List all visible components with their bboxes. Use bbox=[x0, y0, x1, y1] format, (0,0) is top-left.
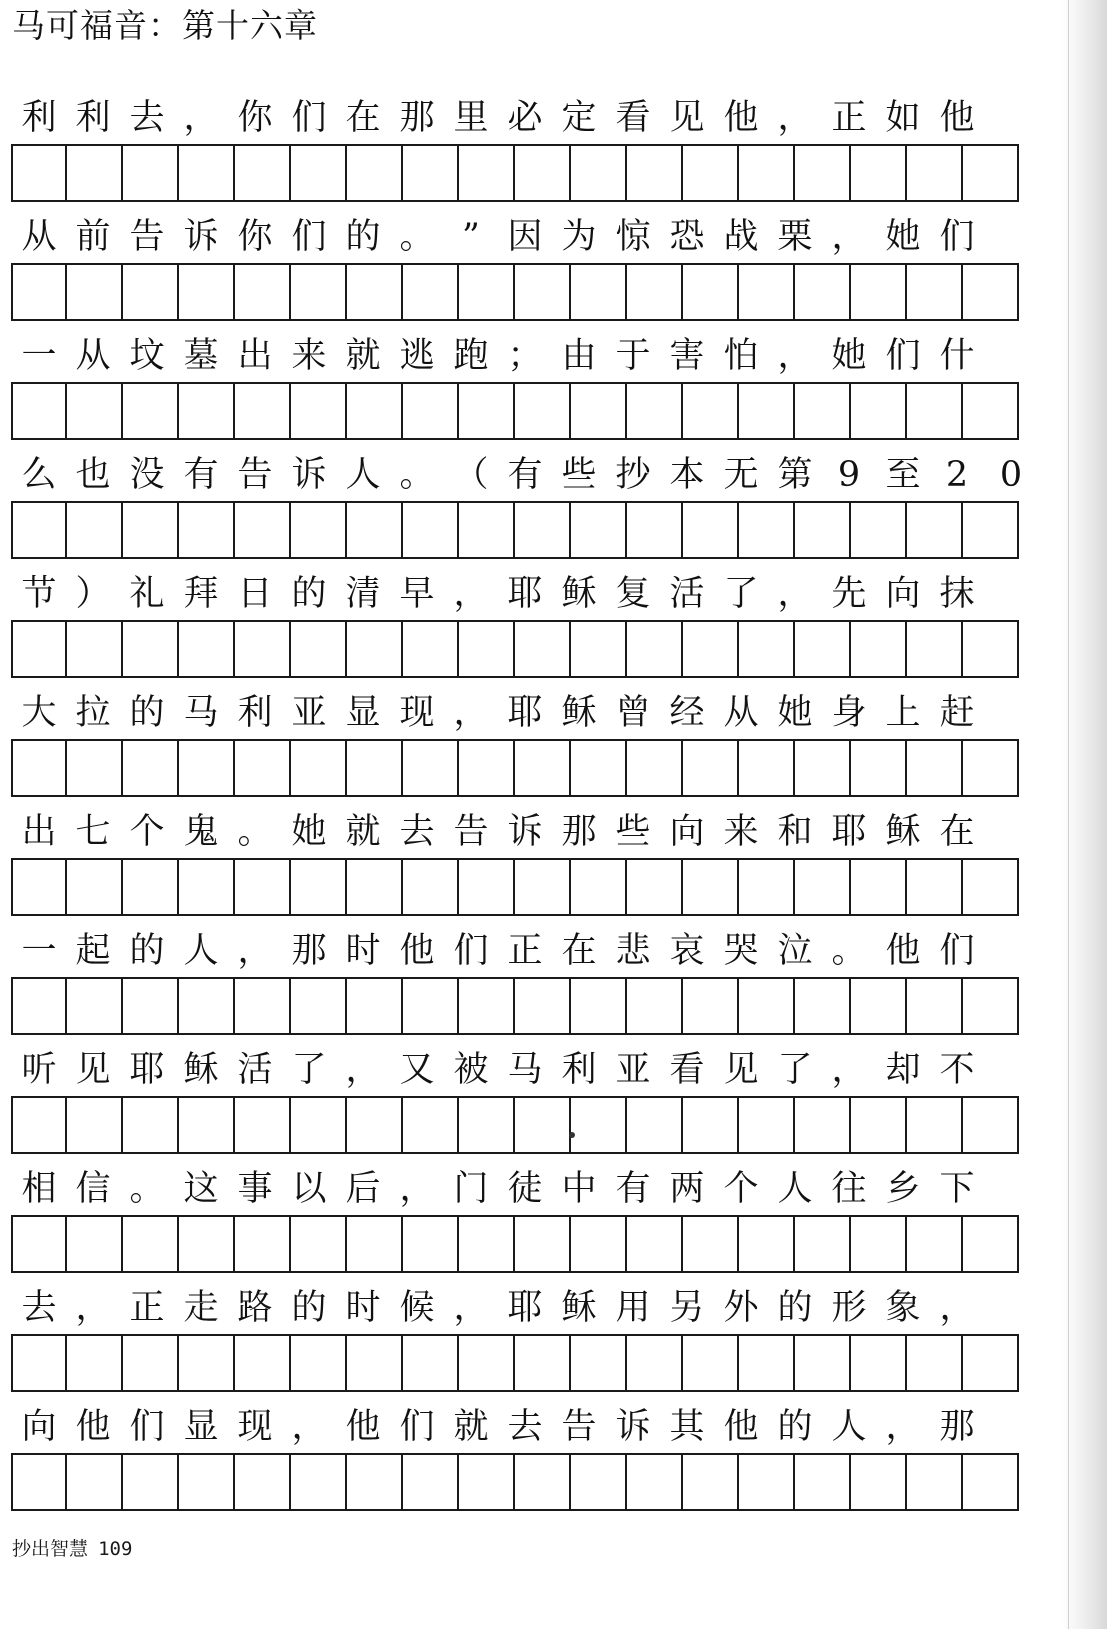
text-char: 徒 bbox=[507, 1169, 543, 1209]
text-line bbox=[12, 217, 1022, 257]
page-edge-shadow bbox=[1062, 0, 1107, 1629]
text-char: ， bbox=[939, 1288, 975, 1328]
text-char: ， bbox=[777, 98, 813, 138]
text-char: 不 bbox=[939, 1050, 975, 1090]
text-char: ， bbox=[183, 98, 219, 138]
text-char: 悲 bbox=[615, 931, 651, 971]
text-char: 曾 bbox=[615, 693, 651, 733]
text-char: 又 bbox=[399, 1050, 435, 1090]
text-char: 利 bbox=[21, 98, 57, 138]
text-char: 稣 bbox=[561, 1288, 597, 1328]
text-char: 去 bbox=[21, 1288, 57, 1328]
text-line bbox=[12, 336, 1022, 376]
text-char: 被 bbox=[453, 1050, 489, 1090]
text-char: 人 bbox=[345, 455, 381, 495]
text-char: 显 bbox=[345, 693, 381, 733]
text-char: 前 bbox=[75, 217, 111, 257]
text-char: 如 bbox=[885, 98, 921, 138]
text-char: 现 bbox=[237, 1407, 273, 1447]
text-char: 无 bbox=[723, 455, 759, 495]
text-char: 去 bbox=[399, 812, 435, 852]
text-char: 正 bbox=[831, 98, 867, 138]
text-char: 也 bbox=[75, 455, 111, 495]
text-char: 们 bbox=[399, 1407, 435, 1447]
text-char: 却 bbox=[885, 1050, 921, 1090]
text-char: 诉 bbox=[291, 455, 327, 495]
text-char: 诉 bbox=[183, 217, 219, 257]
text-char: 走 bbox=[183, 1288, 219, 1328]
writing-grid-row[interactable] bbox=[11, 1096, 1019, 1154]
text-char: 七 bbox=[75, 812, 111, 852]
text-char: 他 bbox=[885, 931, 921, 971]
text-char: 人 bbox=[831, 1407, 867, 1447]
text-char: 鬼 bbox=[183, 812, 219, 852]
text-char: 了 bbox=[291, 1050, 327, 1090]
text-char: 他 bbox=[723, 98, 759, 138]
text-char: 向 bbox=[885, 574, 921, 614]
text-char: 利 bbox=[237, 693, 273, 733]
text-char: 们 bbox=[885, 336, 921, 376]
ink-speck bbox=[569, 1132, 575, 1138]
text-char: 们 bbox=[129, 1407, 165, 1447]
text-char: 抄 bbox=[615, 455, 651, 495]
text-line bbox=[12, 812, 1022, 852]
text-char: 们 bbox=[291, 98, 327, 138]
text-char: 的 bbox=[291, 1288, 327, 1328]
text-char: 的 bbox=[291, 574, 327, 614]
writing-grid-row[interactable] bbox=[11, 858, 1019, 916]
text-char: 事 bbox=[237, 1169, 273, 1209]
text-char: ， bbox=[453, 574, 489, 614]
text-char: 那 bbox=[291, 931, 327, 971]
text-char: 栗 bbox=[777, 217, 813, 257]
text-char: 利 bbox=[561, 1050, 597, 1090]
text-char: 墓 bbox=[183, 336, 219, 376]
text-char: ， bbox=[453, 693, 489, 733]
text-char: 早 bbox=[399, 574, 435, 614]
text-char: 了 bbox=[723, 574, 759, 614]
text-char: ） bbox=[75, 574, 111, 614]
text-char: 由 bbox=[561, 336, 597, 376]
text-char: 礼 bbox=[129, 574, 165, 614]
text-char: 听 bbox=[21, 1050, 57, 1090]
text-line bbox=[12, 1288, 1022, 1328]
text-line bbox=[12, 693, 1022, 733]
text-char: 那 bbox=[399, 98, 435, 138]
text-char: 就 bbox=[453, 1407, 489, 1447]
text-char: ， bbox=[831, 1050, 867, 1090]
text-char: ， bbox=[291, 1407, 327, 1447]
text-char: 抹 bbox=[939, 574, 975, 614]
text-char: 利 bbox=[75, 98, 111, 138]
text-char: 先 bbox=[831, 574, 867, 614]
text-char: 向 bbox=[21, 1407, 57, 1447]
text-char: 诉 bbox=[507, 812, 543, 852]
text-char: 人 bbox=[777, 1169, 813, 1209]
text-char: 这 bbox=[183, 1169, 219, 1209]
writing-grid-row[interactable] bbox=[11, 1334, 1019, 1392]
text-char: 9 bbox=[837, 455, 861, 495]
text-char: ， bbox=[777, 336, 813, 376]
text-char: 去 bbox=[507, 1407, 543, 1447]
text-char: 一 bbox=[21, 336, 57, 376]
text-char: 在 bbox=[561, 931, 597, 971]
page-footer bbox=[12, 1536, 132, 1562]
text-char: 哭 bbox=[723, 931, 759, 971]
text-char: 0 bbox=[999, 455, 1023, 495]
text-char: 身 bbox=[831, 693, 867, 733]
text-char: 大 bbox=[21, 693, 57, 733]
text-char: 诉 bbox=[615, 1407, 651, 1447]
text-char: 人 bbox=[183, 931, 219, 971]
text-char: 见 bbox=[669, 98, 705, 138]
text-char: 拉 bbox=[75, 693, 111, 733]
text-char: 逃 bbox=[399, 336, 435, 376]
text-char: 稣 bbox=[561, 693, 597, 733]
text-char: 告 bbox=[453, 812, 489, 852]
text-char: 些 bbox=[561, 455, 597, 495]
text-char: 他 bbox=[345, 1407, 381, 1447]
text-char: 哀 bbox=[669, 931, 705, 971]
text-char: 。 bbox=[399, 217, 435, 257]
text-line bbox=[12, 1407, 1022, 1447]
text-char: 什 bbox=[939, 336, 975, 376]
text-char: 从 bbox=[75, 336, 111, 376]
text-line bbox=[12, 1169, 1022, 1209]
text-char: 耶 bbox=[507, 574, 543, 614]
text-char: 么 bbox=[21, 455, 57, 495]
text-char: ； bbox=[507, 336, 543, 376]
text-char: 。 bbox=[399, 455, 435, 495]
text-char: ， bbox=[777, 574, 813, 614]
text-char: 往 bbox=[831, 1169, 867, 1209]
text-char: ， bbox=[345, 1050, 381, 1090]
text-char: 外 bbox=[723, 1288, 759, 1328]
text-char: 去 bbox=[129, 98, 165, 138]
text-char: 起 bbox=[75, 931, 111, 971]
text-char: 耶 bbox=[129, 1050, 165, 1090]
text-char: 日 bbox=[237, 574, 273, 614]
text-char: 必 bbox=[507, 98, 543, 138]
text-char: 显 bbox=[183, 1407, 219, 1447]
text-char: 清 bbox=[345, 574, 381, 614]
text-char: 的 bbox=[129, 931, 165, 971]
text-char: 战 bbox=[723, 217, 759, 257]
text-char: 恐 bbox=[669, 217, 705, 257]
text-char: 来 bbox=[291, 336, 327, 376]
text-line bbox=[12, 1050, 1022, 1090]
text-char: 亚 bbox=[291, 693, 327, 733]
text-char: 她 bbox=[291, 812, 327, 852]
text-char: 节 bbox=[21, 574, 57, 614]
text-char: 在 bbox=[345, 98, 381, 138]
text-char: 现 bbox=[399, 693, 435, 733]
text-char: 的 bbox=[777, 1407, 813, 1447]
text-char: ， bbox=[399, 1169, 435, 1209]
text-char: 和 bbox=[777, 812, 813, 852]
text-char: 正 bbox=[507, 931, 543, 971]
text-line bbox=[12, 931, 1022, 971]
text-line bbox=[12, 455, 1022, 495]
writing-grid-row[interactable] bbox=[11, 144, 1019, 202]
text-char: 活 bbox=[237, 1050, 273, 1090]
text-char: 上 bbox=[885, 693, 921, 733]
page-title: 马可福音：第十六章 bbox=[12, 6, 318, 45]
text-char: 时 bbox=[345, 931, 381, 971]
text-char: 的 bbox=[129, 693, 165, 733]
text-char: 出 bbox=[237, 336, 273, 376]
text-char: ， bbox=[885, 1407, 921, 1447]
text-char: ， bbox=[453, 1288, 489, 1328]
text-char: ， bbox=[75, 1288, 111, 1328]
text-char: 里 bbox=[453, 98, 489, 138]
text-char: 亚 bbox=[615, 1050, 651, 1090]
text-char: 没 bbox=[129, 455, 165, 495]
text-char: 定 bbox=[561, 98, 597, 138]
text-char: 你 bbox=[237, 217, 273, 257]
text-char: 。 bbox=[831, 931, 867, 971]
text-char: 泣 bbox=[777, 931, 813, 971]
text-char: 乡 bbox=[885, 1169, 921, 1209]
text-char: 那 bbox=[939, 1407, 975, 1447]
text-char: 见 bbox=[75, 1050, 111, 1090]
text-char: 下 bbox=[939, 1169, 975, 1209]
text-char: 拜 bbox=[183, 574, 219, 614]
text-char: 两 bbox=[669, 1169, 705, 1209]
text-char: 活 bbox=[669, 574, 705, 614]
text-char: 形 bbox=[831, 1288, 867, 1328]
writing-grid-row[interactable] bbox=[11, 620, 1019, 678]
text-char: 有 bbox=[615, 1169, 651, 1209]
text-char: 看 bbox=[669, 1050, 705, 1090]
text-char: 耶 bbox=[507, 693, 543, 733]
text-char: 后 bbox=[345, 1169, 381, 1209]
text-char: 另 bbox=[669, 1288, 705, 1328]
text-char: 至 bbox=[885, 455, 921, 495]
text-char: ， bbox=[831, 217, 867, 257]
page-number: 109 bbox=[98, 1538, 133, 1560]
text-char: 告 bbox=[561, 1407, 597, 1447]
text-char: 们 bbox=[291, 217, 327, 257]
text-char: 害 bbox=[669, 336, 705, 376]
text-char: 有 bbox=[183, 455, 219, 495]
text-char: 他 bbox=[399, 931, 435, 971]
text-char: 你 bbox=[237, 98, 273, 138]
writing-grid-row[interactable] bbox=[11, 1215, 1019, 1273]
text-char: 第 bbox=[777, 455, 813, 495]
text-char: 候 bbox=[399, 1288, 435, 1328]
text-char: 为 bbox=[561, 217, 597, 257]
text-char: 于 bbox=[615, 336, 651, 376]
text-char: 来 bbox=[723, 812, 759, 852]
text-char: 坟 bbox=[129, 336, 165, 376]
text-char: 稣 bbox=[183, 1050, 219, 1090]
text-char: 其 bbox=[669, 1407, 705, 1447]
text-char: 有 bbox=[507, 455, 543, 495]
text-char: 马 bbox=[507, 1050, 543, 1090]
text-char: 从 bbox=[723, 693, 759, 733]
text-char: 象 bbox=[885, 1288, 921, 1328]
text-char: 耶 bbox=[507, 1288, 543, 1328]
text-char: 。 bbox=[237, 812, 273, 852]
text-char: 从 bbox=[21, 217, 57, 257]
text-char: 路 bbox=[237, 1288, 273, 1328]
text-char: 一 bbox=[21, 931, 57, 971]
writing-grid-row[interactable] bbox=[11, 977, 1019, 1035]
text-char: 惊 bbox=[615, 217, 651, 257]
text-char: 就 bbox=[345, 812, 381, 852]
text-char: 向 bbox=[669, 812, 705, 852]
text-char: 他 bbox=[723, 1407, 759, 1447]
text-char: 告 bbox=[237, 455, 273, 495]
text-line bbox=[12, 574, 1022, 614]
text-char: 个 bbox=[723, 1169, 759, 1209]
text-char: 怕 bbox=[723, 336, 759, 376]
text-char: 复 bbox=[615, 574, 651, 614]
text-char: 相 bbox=[21, 1169, 57, 1209]
text-char: 中 bbox=[561, 1169, 597, 1209]
text-char: 们 bbox=[453, 931, 489, 971]
text-char: 见 bbox=[723, 1050, 759, 1090]
text-char: 们 bbox=[939, 217, 975, 257]
text-char: 在 bbox=[939, 812, 975, 852]
text-char: 因 bbox=[507, 217, 543, 257]
text-char: 那 bbox=[561, 812, 597, 852]
writing-grid-row[interactable] bbox=[11, 263, 1019, 321]
writing-grid-row[interactable] bbox=[11, 501, 1019, 559]
text-char: 的 bbox=[777, 1288, 813, 1328]
footer-label: 抄出智慧 bbox=[12, 1538, 89, 1560]
text-char: 以 bbox=[291, 1169, 327, 1209]
writing-grid-row[interactable] bbox=[11, 1453, 1019, 1511]
text-char: 看 bbox=[615, 98, 651, 138]
text-char: 了 bbox=[777, 1050, 813, 1090]
text-char: ， bbox=[237, 931, 273, 971]
text-char: 经 bbox=[669, 693, 705, 733]
text-char: 她 bbox=[831, 336, 867, 376]
text-char: 本 bbox=[669, 455, 705, 495]
text-char: 稣 bbox=[885, 812, 921, 852]
text-char: 马 bbox=[183, 693, 219, 733]
text-char: 门 bbox=[453, 1169, 489, 1209]
text-char: 个 bbox=[129, 812, 165, 852]
text-char: 跑 bbox=[453, 336, 489, 376]
text-char: 正 bbox=[129, 1288, 165, 1328]
text-char: 他 bbox=[75, 1407, 111, 1447]
text-char: 出 bbox=[21, 812, 57, 852]
text-char: 些 bbox=[615, 812, 651, 852]
text-char: 的 bbox=[345, 217, 381, 257]
text-char: 稣 bbox=[561, 574, 597, 614]
text-char: 就 bbox=[345, 336, 381, 376]
text-char: 她 bbox=[885, 217, 921, 257]
text-char: （ bbox=[453, 455, 489, 495]
text-char: 她 bbox=[777, 693, 813, 733]
writing-grid-row[interactable] bbox=[11, 382, 1019, 440]
text-char: ” bbox=[462, 217, 480, 257]
text-char: 们 bbox=[939, 931, 975, 971]
text-char: 赶 bbox=[939, 693, 975, 733]
text-char: 2 bbox=[945, 455, 969, 495]
text-char: 他 bbox=[939, 98, 975, 138]
text-char: 。 bbox=[129, 1169, 165, 1209]
text-char: 信 bbox=[75, 1169, 111, 1209]
text-char: 用 bbox=[615, 1288, 651, 1328]
text-line bbox=[12, 98, 1022, 138]
text-char: 时 bbox=[345, 1288, 381, 1328]
writing-grid-row[interactable] bbox=[11, 739, 1019, 797]
text-char: 告 bbox=[129, 217, 165, 257]
text-char: 耶 bbox=[831, 812, 867, 852]
